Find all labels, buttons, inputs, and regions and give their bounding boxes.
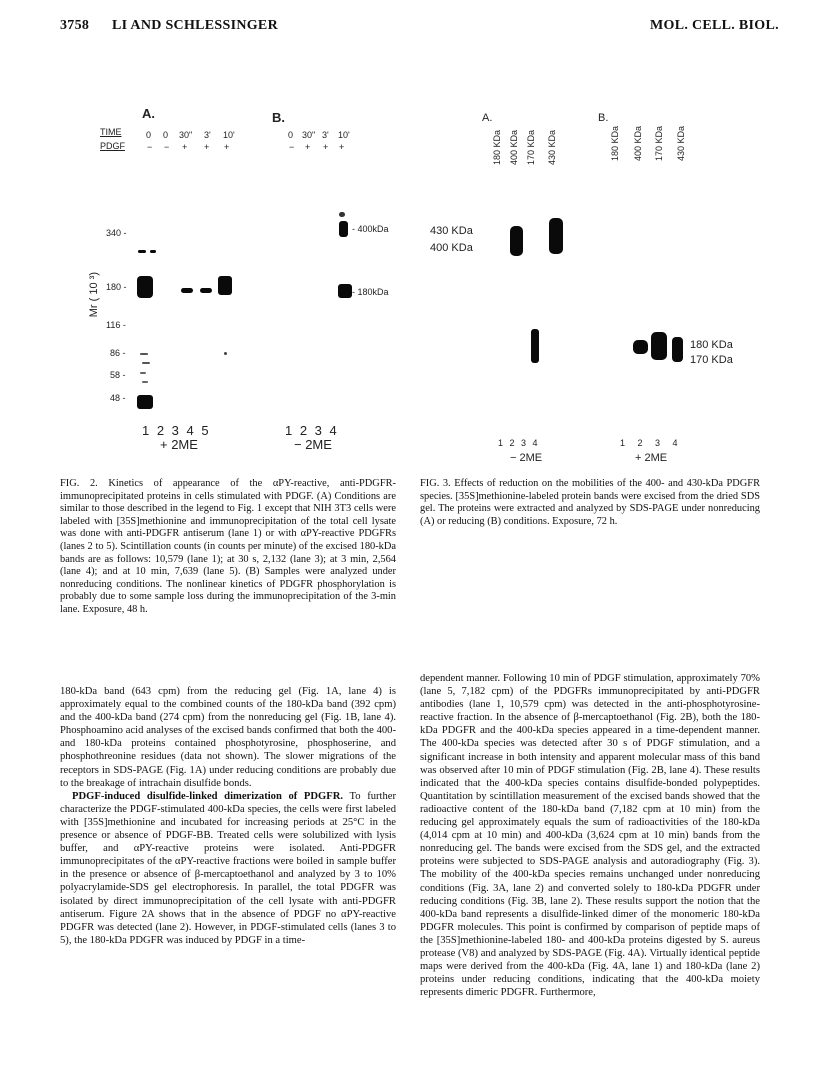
- fig2-b-pdgf: +: [339, 142, 345, 152]
- fig3-b-condition: + 2ME: [635, 452, 668, 464]
- fig3-180-label: 180 KDa: [690, 339, 733, 351]
- journal-name: MOL. CELL. BIOL.: [650, 18, 779, 33]
- fig3-b-lane-label: 400 KDa: [633, 126, 643, 162]
- fig2-a-lane-numbers: 1 2 3 4 5: [142, 423, 209, 438]
- fig2-a-pdgf: +: [224, 142, 230, 152]
- fig2-b-condition: − 2ME: [294, 437, 332, 452]
- fig2-y-axis-label: Mr ( 10 ³): [88, 272, 100, 318]
- fig2-marker: 340 -: [106, 228, 127, 238]
- fig2-a-time: 3': [204, 130, 211, 140]
- fig2-marker: 86 -: [110, 348, 126, 358]
- fig2-a-time: 0: [163, 130, 169, 140]
- fig3-b-lane-numbers: 1 2 3 4: [620, 438, 678, 448]
- fig2-marker: 58 -: [110, 370, 126, 380]
- fig3-caption-title: FIG. 3.: [420, 478, 451, 489]
- fig3-a-lane-label: 400 KDa: [509, 130, 519, 166]
- fig2-panel-a-label: A.: [142, 106, 155, 121]
- fig2-marker: 48 -: [110, 393, 126, 403]
- fig3-caption: [420, 478, 760, 528]
- fig2-b-lane-numbers: 1 2 3 4: [285, 423, 337, 438]
- fig3-a-lane-label: 170 KDa: [526, 130, 536, 166]
- fig2-marker: 116 -: [106, 320, 126, 330]
- section-heading: PDGF-induced disulfide-linked dimerization of PDGFR.: [72, 790, 344, 802]
- fig2-time-label: TIME: [100, 127, 122, 137]
- fig2-b-pdgf: +: [323, 142, 329, 152]
- fig3-b-lane-label: 430 KDa: [676, 126, 686, 162]
- body-left-column: [60, 685, 396, 947]
- fig3-a-lane-label: 180 KDa: [492, 130, 502, 166]
- page-number: 3758: [60, 18, 90, 33]
- fig2-caption-title: FIG. 2.: [60, 478, 98, 489]
- fig3-caption-text: Effects of reduction on the mobilities of the 400- and 430-kDa PDGFR species. [35S]methionine-labeled protein bands were excised from the dried SDS gel. The proteins were extracted and analyzed by SDS-PAGE under nonreducing (A) or reducing (B) conditions. Exposure, 72 h.: [420, 478, 760, 527]
- fig3-400-label: 400 KDa: [430, 242, 473, 254]
- running-authors: LI AND SCHLESSINGER: [112, 18, 278, 33]
- fig3-b-lane-label: 170 KDa: [654, 126, 664, 162]
- fig2-a-pdgf: +: [204, 142, 210, 152]
- fig2-panel-b-label: B.: [272, 110, 285, 125]
- fig2-a-condition: + 2ME: [160, 437, 198, 452]
- body-paragraph: 180-kDa band (643 cpm) from the reducing gel (Fig. 1A, lane 4) is approximately equal to the combined counts of the 180-kDa band (392 cpm) and the 400-kDa band (274 cpm) from the nonreducing gel (Fig. 1B, lane 4). Phosphoamino acid analyses of the excised bands confirmed that both the 400- and 180-kDa proteins contained phosphotyrosine, phosphoserine, and phosphothreonine residues (data not shown). The slower migrations of the receptors in SDS-PAGE (Fig. 1A) under reducing conditions are probably due to the breakage of intrachain disulfide bonds.: [60, 686, 396, 789]
- fig2-b-time: 0: [288, 130, 294, 140]
- fig2-caption: [60, 478, 396, 617]
- fig3-a-lane-label: 430 KDa: [547, 130, 557, 166]
- fig2-band-180-label: - 180kDa: [352, 287, 389, 297]
- fig2-marker: 180 -: [106, 282, 127, 292]
- fig2-caption-text: Kinetics of appearance of the αPY-reactive, anti-PDGFR-immunoprecipitated proteins in cells stimulated with PDGF. (A) Conditions are similar to those described in the legend to Fig. 1 except that NIH 3T3 cells were labeled with [35S]methionine and immunoprecipitation of the total cell lysate was done with anti-PDGFR antiserum (lane 1) or with αPY-reactive PDGFRs (lanes 2 to 5). Scintillation counts (in counts per minute) of the excised 180-kDa bands are as follows: 10,579 (lane 1); at 30 s, 2,132 (lane 3); at 3 min, 2,564 (lane 4); and at 10 min, 7,639 (lane 5). (B) Samples were analyzed under nonreducing conditions. The nonlinear kinetics of PDGFR phosphorylation is probably due to some sample loss during the immunoprecipitation of the 3-min lane. Exposure, 48 h.: [60, 478, 396, 615]
- fig3-panel-b-label: B.: [598, 112, 609, 124]
- fig2-pdgf-label: PDGF: [100, 141, 126, 151]
- fig2-a-pdgf: +: [182, 142, 188, 152]
- fig2-b-time: 3': [322, 130, 329, 140]
- fig2-b-time: 10': [338, 130, 350, 140]
- fig2-b-pdgf: +: [305, 142, 311, 152]
- fig3-panel-a-label: A.: [482, 112, 493, 124]
- fig3-430-label: 430 KDa: [430, 225, 473, 237]
- fig2-b-pdgf: −: [289, 142, 295, 152]
- fig3-170-label: 170 KDa: [690, 354, 733, 366]
- fig2-a-pdgf: −: [164, 142, 170, 152]
- figure-3: [420, 100, 760, 475]
- body-right-column: [420, 672, 760, 999]
- fig2-a-time: 0: [146, 130, 152, 140]
- fig3-b-lane-label: 180 KDa: [610, 126, 620, 162]
- fig2-b-time: 30": [302, 130, 316, 140]
- fig2-a-time: 10': [223, 130, 235, 140]
- fig2-a-pdgf: −: [147, 142, 153, 152]
- body-paragraph: To further characterize the PDGF-stimulated 400-kDa species, the cells were first labeled with [35S]methionine and incubated for increasing periods at 25°C in the presence or absence of PDGF-BB. Treated cells were solubilized with lysis buffer, and αPY-reactive proteins were isolated. Anti-PDGFR immunoprecipitates of the αPY-reactive fractions were boiled in sample buffer in the presence or absence of β-mercaptoethanol and analyzed by 3 to 10% polyacrylamide-SDS gel electrophoresis. In parallel, the total PDGFR was isolated by direct immunoprecipitation of the cell lysate with anti-PDGFR antiserum. Figure 2A shows that in the absence of PDGF no αPY-reactive PDGFR was detected (lane 2). However, in PDGF-stimulated cells (lanes 3 to 5), the 180-kDa PDGFR was induced by PDGF in a time-: [60, 790, 397, 946]
- fig2-a-time: 30": [179, 130, 193, 140]
- fig2-band-400-label: - 400kDa: [352, 224, 389, 234]
- figure-2: [60, 100, 390, 460]
- fig3-a-condition: − 2ME: [510, 452, 543, 464]
- body-paragraph: dependent manner. Following 10 min of PDGF stimulation, approximately 70% (lane 5, 7,182 cpm) of the PDGFRs immunoprecipitated by anti-PDGFR antibodies (lane 1, 10,579 cpm) was detected in the anti-phosphotyrosine-reactive fraction. In the absence of β-mercaptoethanol (Fig. 2B), both the 180-kDa PDGFR and the 400-kDa species appeared in a time-dependent manner. The 400-kDa species was detected after 30 s of PDGF stimulation, and a significant increase in both intensity and apparent molecular mass of this band was observed after 10 min of PDGF stimulation (Fig. 2B, lane 4). These results indicated that the 400-kDa species contains disulfide-bonded polypeptides. Quantitation by scintillation measurement of the excised bands showed that the radioactive content of the 180-kDa band (7,182 cpm at 10 min) from the reducing gel approximately equals the sum of radioactivities of the 180-kDa (4,014 cpm at 10 min) and 400-kDa (3,624 cpm at 10 min) bands from the nonreducing gel. The bands were excised from the SDS gel, and the extracted proteins were subjected to SDS-PAGE analysis and autoradiography (Fig. 3). The mobility of the 400-kDa species remains unchanged under nonreducing conditions (Fig. 3A, lane 2) and converted solely to 180-kDa PDGFR under reducing conditions (Fig. 3B, lane 2). These results support the notion that the 400-kDa band represents a disulfide-linked dimer of the monomeric 180-kDa PDGFR molecules. This point is confirmed by comparison of peptide maps of the [35S]methionine-labeled 180- and 400-kDa proteins digested by S. aureus protease (V8) and analyzed by SDS-PAGE (Fig. 4A). Virtually identical peptide maps were derived from the 400-kDa (Fig. 4A, lane 1) and 180-kDa (lane 2) proteins under reducing conditions, indicating that the 400-kDa moiety represents dimeric PDGFR. Furthermore,: [420, 673, 760, 999]
- fig3-a-lane-numbers: 1 2 3 4: [498, 438, 538, 448]
